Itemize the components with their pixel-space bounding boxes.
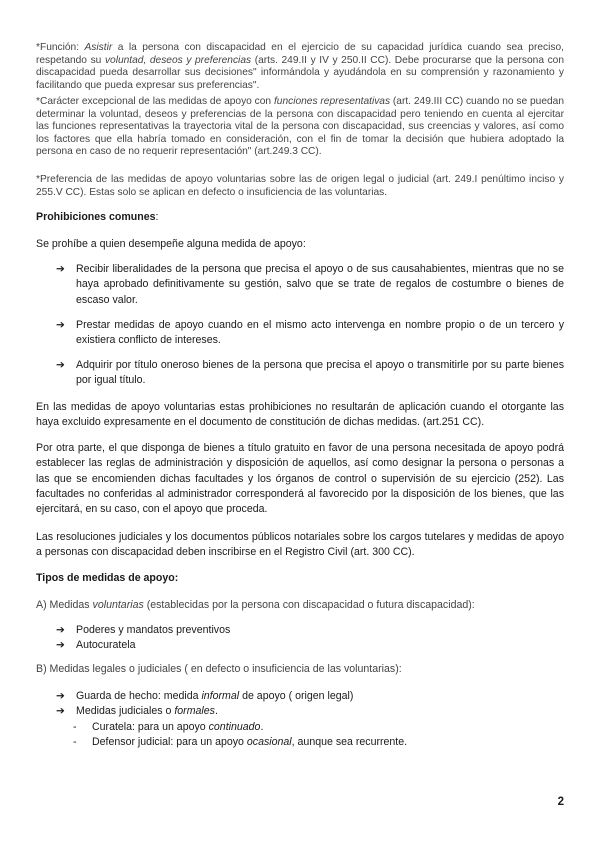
arrow-icon: ➔ (56, 359, 65, 371)
representativas-prefix: *Carácter excepcional de las medidas de apoyo con (36, 96, 274, 107)
representativas-emphasis: funciones representativas (273, 96, 391, 107)
tipos-a-line (36, 598, 564, 613)
autocuratela-item: Autocuratela (76, 639, 136, 652)
representativas-rest: (art. 249.III CC) cuando no se puedan determinar la voluntad, deseos y preferencias de la persona con discapacidad pero teniendo en cuenta al ejercitar las funciones representativas la trayectoria vital de la persona con discapacidad, sus creencias y valores, así como los factores que ella habría tomado en consideración, con el fin de tomar la decisión que hubiera adoptado la persona en caso de no requerir representación" (art.249.3 CC). (36, 96, 565, 158)
informal-emphasis: informal (201, 690, 240, 702)
arrow-icon: ➔ (56, 319, 65, 331)
judiciales-rest: . (214, 705, 218, 718)
list-item (56, 358, 564, 389)
guarda-rest: de apoyo ( origen legal) (239, 690, 354, 702)
defensor-prefix: Defensor judicial: para un apoyo (92, 735, 247, 748)
list-item (56, 689, 564, 704)
list-item (56, 318, 564, 349)
formales-emphasis: formales (174, 705, 215, 718)
tipos-a-rest: (establecidas por la persona con discapacidad o futura discapacidad): (143, 599, 475, 611)
judiciales-sublist (73, 720, 561, 751)
asistir-rest: (arts. 249.II y IV y 250.II CC). Debe procurarse que la persona con discapacidad pueda desarrollar sus decisiones" informándola y ayudándola en su comprensión y razonamiento y facilitando que pueda expresar sus preferencias". (36, 54, 565, 91)
poderes-item: Poderes y mandatos preventivos (76, 624, 231, 636)
voluntad-emphasis: voluntad, deseos y preferencias (104, 54, 252, 66)
judiciales-prefix: Medidas judiciales o (76, 705, 175, 718)
tipos-b-line: B) Medidas legales o judiciales ( en defecto o insuficiencia de las voluntarias): (36, 663, 402, 675)
voluntarias-excluidas-paragraph: En las medidas de apoyo voluntarias estas prohibiciones no resultarán de aplicación cuando el otorgante las haya excluido expresamente en el documento de constitución de dichas medidas. (art.251 CC). (36, 401, 564, 429)
prohibicion-text: Prestar medidas de apoyo cuando en el mismo acto intervenga en nombre propio o de un tercero y existiera conflicto de intereses. (76, 319, 564, 347)
curatela-prefix: Curatela: para un apoyo (92, 720, 209, 733)
list-item (56, 623, 564, 638)
prohibiciones-list-2 (56, 318, 564, 349)
list-item (56, 638, 564, 653)
arrow-icon: ➔ (56, 705, 65, 718)
prohibiciones-list (56, 262, 564, 308)
defensor-rest: , aunque sea recurrente. (291, 735, 408, 748)
prohibicion-text: Adquirir por título oneroso bienes de la persona que precisa el apoyo o transmitirle por su parte bienes por igual título. (76, 359, 564, 387)
dash-bullet: - (73, 720, 77, 733)
arrow-icon: ➔ (56, 624, 65, 636)
guarda-prefix: Guarda de hecho: medida (76, 690, 202, 702)
asistir-middle: a la persona con discapacidad en el ejercicio de su capacidad jurídica cuando sea preciso, respetando su (36, 42, 564, 66)
tipos-a-list (56, 623, 564, 654)
tipos-heading: Tipos de medidas de apoyo: (36, 572, 179, 584)
tipos-a-emphasis: voluntarias (92, 599, 144, 611)
prohibiciones-heading (36, 210, 564, 225)
list-item (56, 704, 564, 750)
preferencia-paragraph: *Preferencia de las medidas de apoyo voluntarias sobre las de origen legal o judicial (art. 249.I penúltimo inciso y 255.V CC). Estas solo se aplican en defecto o insuficiencia de las voluntarias. (36, 174, 564, 198)
arrow-icon: ➔ (56, 639, 65, 652)
bienes-gratuitos-paragraph: Por otra parte, el que disponga de bienes a título gratuito en favor de una persona necesitada de apoyo podrá establecer las reglas de administración y disposición de aquellos, así como designar la persona o personas a las que se encomienden dichas facultades y los órganos de control o supervisión de su ejercicio (252). Las facultades no conferidas al administrador corresponderá al favorecido por la disposición de los bienes, que las ejercitará, en su caso, con el apoyo que proceda. (36, 442, 564, 516)
asistir-prefix: *Función: (36, 42, 85, 53)
prohibiciones-intro: Se prohíbe a quien desempeñe alguna medida de apoyo: (36, 238, 306, 250)
registro-civil-paragraph: Las resoluciones judiciales y los documentos públicos notariales sobre los cargos tutelares y medidas de apoyo a personas con discapacidad deben inscribirse en el Registro Civil (art. 300 CC). (36, 531, 564, 559)
prohibiciones-heading-text: Prohibiciones comunes (36, 211, 156, 223)
arrow-icon: ➔ (56, 690, 65, 702)
prohibicion-text: Recibir liberalidades de la persona que precisa el apoyo o de sus causahabientes, mientras que no se haya aprobado definitivamente su gestión, salvo que se trate de regalos de costumbre o bienes de escaso valor. (76, 263, 564, 306)
list-item (73, 735, 561, 750)
page-number: 2 (557, 796, 564, 808)
continuado-emphasis: continuado (208, 720, 261, 733)
ocasional-emphasis: ocasional (246, 735, 292, 748)
tipos-a-prefix: A) Medidas (36, 599, 93, 611)
arrow-icon: ➔ (56, 263, 65, 275)
representativas-paragraph (36, 96, 564, 159)
asistir-emphasis: Asistir (84, 42, 113, 53)
asistir-paragraph (36, 42, 564, 92)
curatela-rest: . (260, 720, 264, 733)
dash-bullet: - (73, 735, 77, 748)
list-item (56, 262, 564, 308)
list-item (73, 720, 561, 735)
tipos-b-list (56, 689, 564, 750)
prohibiciones-list-3 (56, 358, 564, 389)
prohibiciones-heading-colon: : (155, 211, 159, 223)
